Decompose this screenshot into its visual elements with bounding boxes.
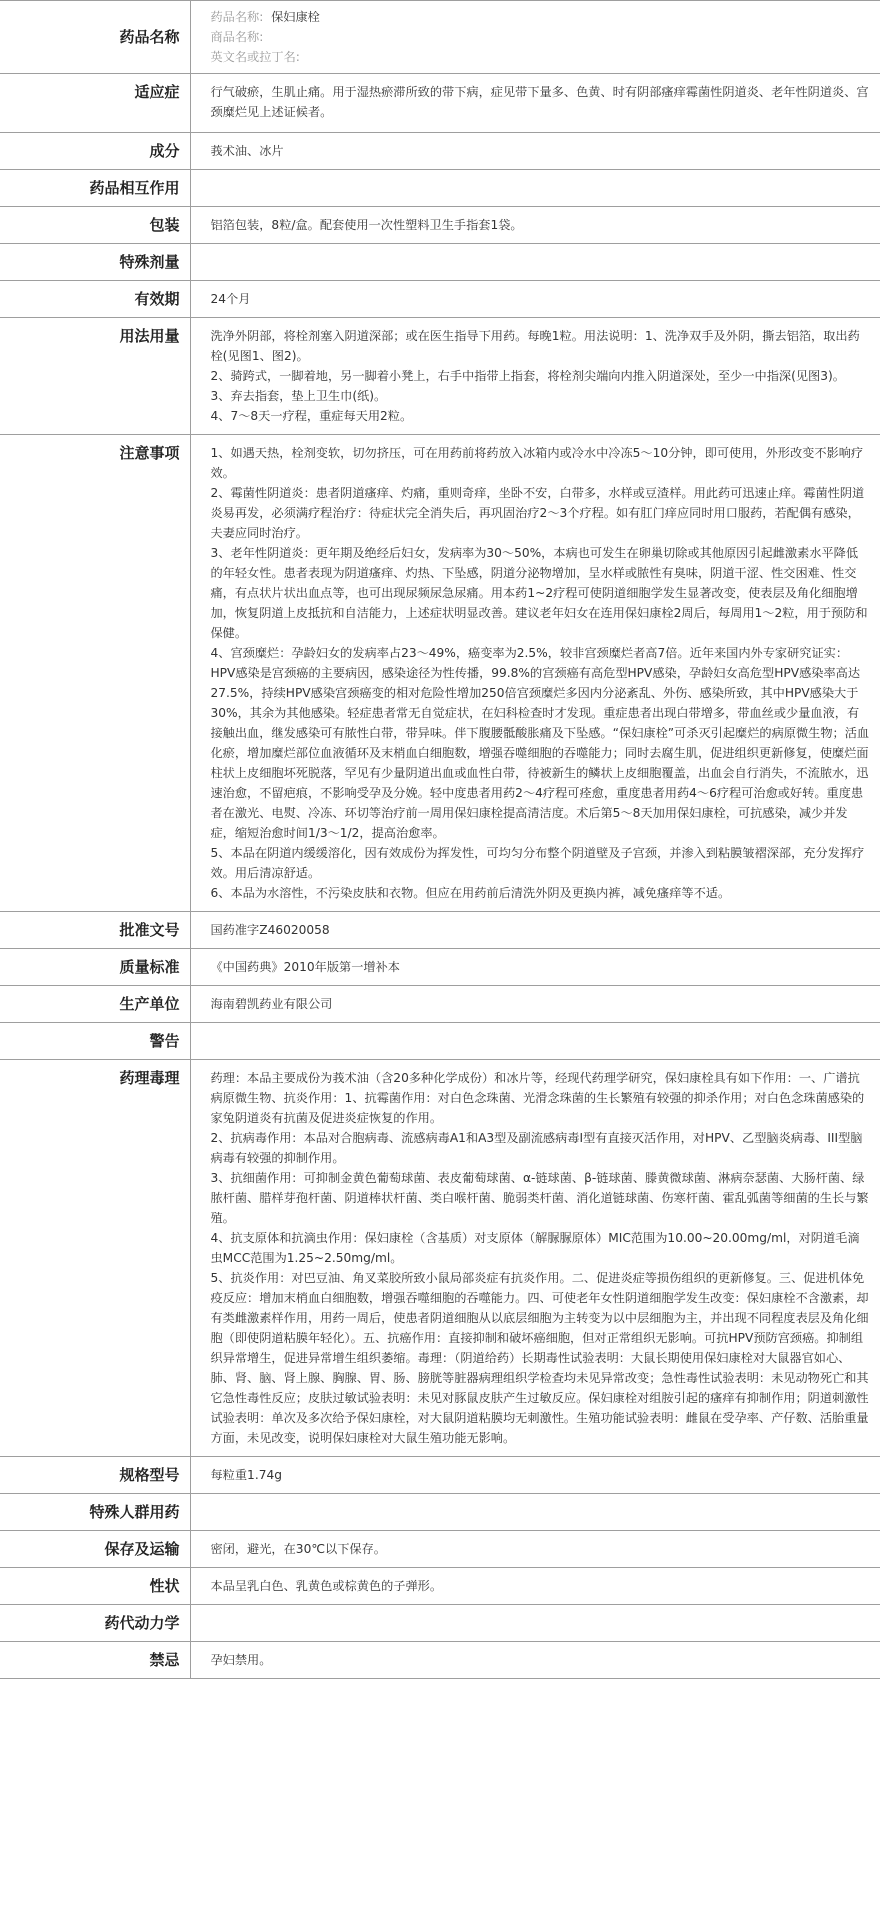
usage-paragraph: 洗净外阴部，将栓剂塞入阴道深部；或在医生指导下用药。每晚1粒。用法说明：1、洗净双手及外阴，撕去铝箔，取出药栓(见图1、图2)。 <box>210 329 860 363</box>
row-special-groups <box>0 1494 880 1531</box>
row-special-dosage <box>0 244 880 281</box>
package-text: 铝箔包装，8粒/盒。配套使用一次性塑料卫生手指套1袋。 <box>210 218 523 232</box>
row-appearance <box>0 1568 880 1605</box>
appearance-text: 本品呈乳白色、乳黄色或棕黄色的子弹形。 <box>210 1579 443 1593</box>
row-pharmacology <box>0 1060 880 1457</box>
precautions-paragraph: 1、如遇天热，栓剂变软，切勿挤压，可在用药前将药放入冰箱内或冷水中冷冻5～10分钟，即可使用，外形改变不影响疗效。 <box>210 446 864 480</box>
validity-text: 24个月 <box>210 292 251 306</box>
pharmacology-paragraph: 药理：本品主要成份为莪术油（含20多种化学成份）和冰片等，经现代药理学研究，保妇康栓具有如下作用：一、广谱抗病原微生物、抗炎作用：1、抗霉菌作用：对白色念珠菌、光滑念珠菌的生长繁殖有较强的抑杀作用；对白色念珠菌感染的家兔阴道炎有抗菌及促进炎症恢复的作用。 <box>210 1071 865 1125</box>
special-dosage-text <box>190 244 880 281</box>
storage-text: 密闭，避光，在30℃以下保存。 <box>210 1542 386 1556</box>
drug-name-cell <box>190 1 880 74</box>
warning-text <box>190 1023 880 1060</box>
pharmacology-paragraph: 4、抗支原体和抗滴虫作用：保妇康栓（含基质）对支原体（解脲脲原体）MIC范围为10.00~20.00mg/ml，对阴道毛滴虫MCC范围为1.25~2.50mg/ml。 <box>210 1231 860 1265</box>
row-drug-name <box>0 1 880 74</box>
row-manufacturer <box>0 986 880 1023</box>
row-usage <box>0 318 880 435</box>
row-label: 禁忌 <box>0 1642 190 1679</box>
row-label: 包装 <box>0 207 190 244</box>
row-indications <box>0 74 880 133</box>
precautions-paragraph: 4、宫颈糜烂：孕龄妇女的发病率占23～49%，癌变率为2.5%，较非宫颈糜烂者高7倍。近年来国内外专家研究证实：HPV感染是宫颈癌的主要病因，感染途径为性传播，99.8%的宫颈癌有高危型HPV感染，孕龄妇女高危型HPV感染率高达27.5%，持续HPV感染宫颈癌变的相对危险性增加250倍宫颈糜烂多因内分泌紊乱、外伤、感染所致，其中HPV感染大于30%，其余为其他感染。轻症患者常无自觉症状，在妇科检查时才发现。重症患者出现白带增多，带血丝或少量血液，有接触出血，继发感染可有脓性白带，带异味。伴下腹腰骶酸胀痛及下坠感。“保妇康栓”可杀灭引起糜烂的病原微生物；活血化瘀，增加糜烂部位血液循环及末梢血白细胞数，增强吞噬细胞的吞噬能力；同时去腐生肌，促进组织更新修复，使糜烂面柱状上皮细胞坏死脱落，罕见有少量阴道出血或血性白带，待被新生的鳞状上皮细胞覆盖，出血会自行消失，不流脓水，迅速治愈，不留疤痕，不影响受孕及分娩。轻中度患者用药2～4疗程可痊愈，重度患者用药4～6疗程可治愈或好转。重度患者在激光、电熨、冷冻、环切等治疗前一周用保妇康栓提高清洁度。术后第5～8天加用保妇康栓，可抗感染，减少并发症，缩短治愈时间1/3～1/2，提高治愈率。 <box>210 646 870 840</box>
row-spec <box>0 1457 880 1494</box>
manufacturer-text: 海南碧凯药业有限公司 <box>210 997 333 1011</box>
precautions-text <box>190 435 880 912</box>
row-package <box>0 207 880 244</box>
row-label: 药代动力学 <box>0 1605 190 1642</box>
row-contraindications <box>0 1642 880 1679</box>
row-label: 保存及运输 <box>0 1531 190 1568</box>
precautions-paragraph: 3、老年性阴道炎：更年期及绝经后妇女，发病率为30～50%，本病也可发生在卵巢切除或其他原因引起雌激素水平降低的年轻女性。患者表现为阴道瘙痒、灼热、下坠感，阴道分泌物增加，呈水样或脓性有臭味，阴道干涩、性交困难、性交痛，有点状片状出血点等，也可出现尿频尿急尿痛。用本药1~2疗程可使阴道细胞学发生显著改变，使表层及角化细胞增加，恢复阴道上皮抵抗和自洁能力，上述症状明显改善。建议老年妇女在连用保妇康栓2周后，每周用1～2粒，用于预防和保健。 <box>210 546 868 640</box>
ingredients-text: 莪术油、冰片 <box>210 144 284 158</box>
special-groups-text <box>190 1494 880 1531</box>
pharmacokinetics-text <box>190 1605 880 1642</box>
generic-name-value: 保妇康栓 <box>271 10 320 24</box>
row-label: 生产单位 <box>0 986 190 1023</box>
row-label: 批准文号 <box>0 912 190 949</box>
row-label: 药品相互作用 <box>0 170 190 207</box>
usage-text <box>190 318 880 435</box>
spec-text: 每粒重1.74g <box>210 1468 282 1482</box>
row-label: 适应症 <box>0 74 190 133</box>
pharmacology-paragraph: 3、抗细菌作用：可抑制金黄色葡萄球菌、表皮葡萄球菌、α-链球菌、β-链球菌、滕黄微球菌、淋病奈瑟菌、大肠杆菌、绿脓杆菌、腊样芽孢杆菌、阴道棒状杆菌、类白喉杆菌、脆弱类杆菌、消化道链球菌、伤寒杆菌、霍乱弧菌等细菌的生长与繁殖。 <box>210 1171 869 1225</box>
approval-text: 国药准字Z46020058 <box>210 923 330 937</box>
row-storage <box>0 1531 880 1568</box>
standard-text: 《中国药典》2010年版第一增补本 <box>210 960 400 974</box>
precautions-paragraph: 6、本品为水溶性，不污染皮肤和衣物。但应在用药前后清洗外阴及更换内裤，减免瘙痒等不适。 <box>210 886 731 900</box>
usage-paragraph: 4、7～8天一疗程，重症每天用2粒。 <box>210 409 413 423</box>
contraindications-text: 孕妇禁用。 <box>210 1653 272 1667</box>
row-ingredients <box>0 133 880 170</box>
precautions-paragraph: 2、霉菌性阴道炎：患者阴道瘙痒、灼痛，重则奇痒，坐卧不安，白带多，水样或豆渣样。用此药可迅速止痒。霉菌性阴道炎易再发，必须满疗程治疗：待症状完全消失后，再巩固治疗2～3个疗程。如有肛门痒应同时用口服药，若配偶有感染，夫妻应同时治疗。 <box>210 486 865 540</box>
row-label: 质量标准 <box>0 949 190 986</box>
row-label: 药品名称 <box>0 1 190 74</box>
precautions-paragraph: 5、本品在阴道内缓缓溶化，因有效成份为挥发性，可均匀分布整个阴道壁及子宫颈，并渗入到粘膜皱褶深部，充分发挥疗效。用后清凉舒适。 <box>210 846 865 880</box>
pharmacology-paragraph: 2、抗病毒作用：本品对合胞病毒、流感病毒A1和A3型及副流感病毒I型有直接灭活作用，对HPV、乙型脑炎病毒、III型脑病毒有较强的抑制作用。 <box>210 1131 863 1165</box>
generic-name-label: 药品名称: <box>210 10 264 24</box>
trade-name-label: 商品名称: <box>210 30 264 44</box>
english-name-label: 英文名或拉丁名: <box>210 50 300 64</box>
row-label: 有效期 <box>0 281 190 318</box>
row-approval <box>0 912 880 949</box>
row-label: 注意事项 <box>0 435 190 912</box>
usage-paragraph: 3、弃去指套，垫上卫生巾(纸)。 <box>210 389 387 403</box>
interactions-text <box>190 170 880 207</box>
row-precautions <box>0 435 880 912</box>
row-label: 用法用量 <box>0 318 190 435</box>
row-label: 药理毒理 <box>0 1060 190 1457</box>
indications-text: 行气破瘀，生肌止痛。用于湿热瘀滞所致的带下病，症见带下量多、色黄、时有阴部瘙痒霉菌性阴道炎、老年性阴道炎、宫颈糜烂见上述证候者。 <box>210 85 869 119</box>
row-validity <box>0 281 880 318</box>
usage-paragraph: 2、骑跨式，一脚着地，另一脚着小凳上，右手中指带上指套，将栓剂尖端向内推入阴道深处，至少一中指深(见图3)。 <box>210 369 845 383</box>
row-warning <box>0 1023 880 1060</box>
row-standard <box>0 949 880 986</box>
row-label: 性状 <box>0 1568 190 1605</box>
row-label: 特殊剂量 <box>0 244 190 281</box>
row-label: 成分 <box>0 133 190 170</box>
pharmacology-paragraph: 5、抗炎作用：对巴豆油、角叉菜胶所致小鼠局部炎症有抗炎作用。二、促进炎症等损伤组织的更新修复。三、促进机体免疫反应：增加末梢血白细胞数，增强吞噬细胞的吞噬能力。四、可使老年女性阴道细胞学发生改变：保妇康栓不含激素，却有类雌激素样作用，用药一周后，使患者阴道细胞从以底层细胞为主转变为以中层细胞为主，并出现不同程度表层及角化细胞（即使阴道粘膜年轻化）。五、抗癌作用：直接抑制和破坏癌细胞，但对正常组织无影响。可抗HPV预防宫颈癌。抑制组织异常增生，促进异常增生组织萎缩。毒理：（阴道给药）长期毒性试验表明：大鼠长期使用保妇康栓对大鼠器官如心、肺、肾、脑、肾上腺、胸腺、胃、肠、膀胱等脏器病理组织学检查均未见异常改变；急性毒性试验表明：未见动物死亡和其它急性毒性反应；皮肤过敏试验表明：未见对豚鼠皮肤产生过敏反应。保妇康栓对组胺引起的瘙痒有抑制作用；阴道刺激性试验表明：单次及多次给予保妇康栓，对大鼠阴道粘膜均无刺激性。生殖功能试验表明：雌鼠在受孕率、产仔数、活胎重量方面，未见改变，说明保妇康栓对大鼠生殖功能无影响。 <box>210 1271 869 1445</box>
pharmacology-text <box>190 1060 880 1457</box>
row-interactions <box>0 170 880 207</box>
row-label: 规格型号 <box>0 1457 190 1494</box>
row-label: 特殊人群用药 <box>0 1494 190 1531</box>
row-label: 警告 <box>0 1023 190 1060</box>
row-pharmacokinetics <box>0 1605 880 1642</box>
